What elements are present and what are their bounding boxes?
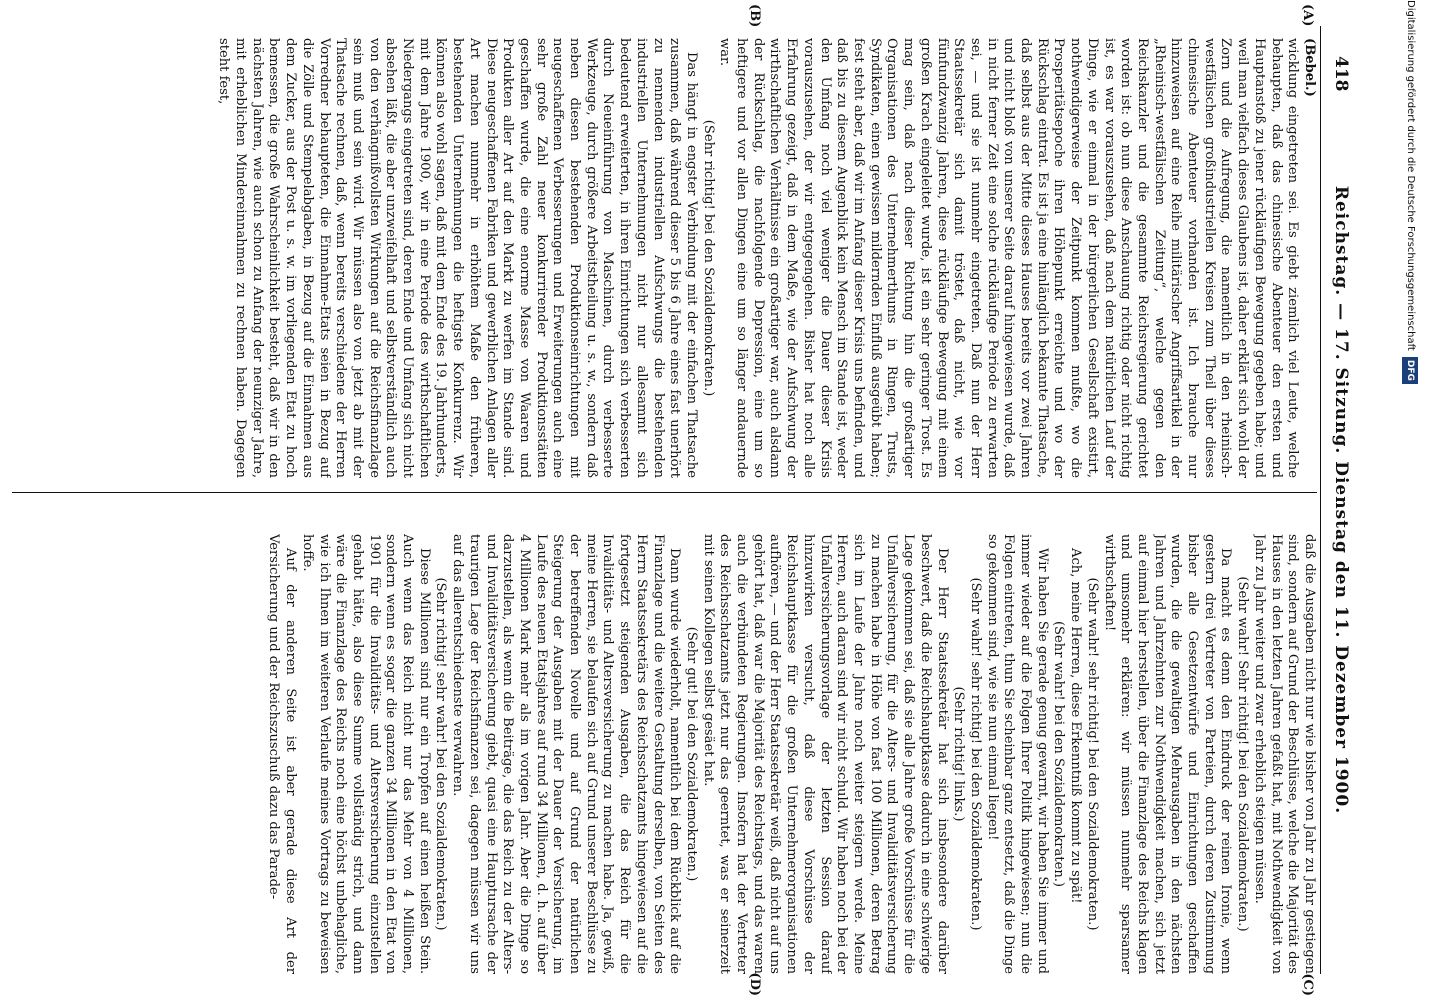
margin-marker-b: (B)	[747, 4, 762, 28]
paragraph: Wir haben Sie gerade genug gewarnt, wir haben Sie immer und immer wieder auf die Folgen Ihrer Politik hingewiesen; nun die Folgen eintreten, thun Sie scheinbar ganz entsetzt, daß die Dinge so gekommen sind, wie sie nun einmal liegen!	[984, 534, 1050, 974]
page-number: 418	[1331, 56, 1351, 92]
interjection: (Sehr richtig! links.)	[951, 686, 967, 822]
paragraph: Da macht es denn den Eindruck der reinen Ironie, wenn gestern drei Vertreter von Parteien, durch deren Zustimmung bisher alle Gesetzentwürfe und Einrichtungen geschaffen wurden, die die gewaltigen Mehrausgaben in den nächsten Jahren und Jahrzehnten zur Nothwendigkeit machen, sich jetzt auf einmal hier herstellen, über die Finanzlage des Reichs klagen und umsomehr erklären: wir müssen nunmehr sparsamer wirthschaften!	[1101, 534, 1234, 974]
column-divider	[12, 492, 1317, 493]
right-column	[12, 534, 1317, 974]
dfg-logo: DFG	[1402, 357, 1418, 384]
paragraph: Ach, meine Herren, diese Erkenntniß kommt zu spät!	[1068, 548, 1084, 904]
interjection: (Sehr wahr! Sehr richtig! bei den Sozialdemokraten.)	[1235, 576, 1251, 932]
interjection: (Sehr gut! bei den Sozialdemokraten.)	[683, 626, 699, 882]
margin-marker-d: (D)	[747, 972, 762, 996]
paragraph: Der Herr Staatssekretär hat sich insbesondere darüber beschwert, daß die Reichshauptkasse dadurch in eine schwierige Lage gekommen sei, daß sie alle Jahre große Vorschüsse für die Unfallversicherung, für die Alters- und Invaliditätsversicherung zu machen habe in Höhe von fast 100 Millionen, deren Betrag sich im Laufe der Jahre noch weiter steigern werde. Meine Herren, auch daran sind wir nicht schuld. Wir haben noch bei der Unfallversicherungsvorlage der letzten Session darauf hinzuwirken versucht, daß diese Vorschüsse der Reichshauptkasse für die großen Unternehmerorganisationen aufhören, — und der Herr Staatssekretär weiß, daß nicht auf uns gehört hat, daß war die Majorität des Reichstags, und das waren auch die verbündeten Regierungen. Insofern hat der Vertreter des Reichsschatzamts jetzt nur das geerntet, was er seinerzeit mit seinen Kollegen selbst gesäet hat.	[700, 534, 950, 974]
credit-text: Digitalisierung gefördert durch die Deutsche Forschungsgemeinschaft	[1405, 0, 1416, 351]
left-column	[12, 38, 1317, 478]
speaker-label: (Bebel.)	[1302, 38, 1317, 97]
interjection: (Sehr wahr! sehr richtig! bei den Sozialdemokraten.)	[967, 577, 983, 931]
paragraph: Dann wurde wiederholt, namentlich bei dem Rückblick auf die Finanzlage und die weitere Gestaltung derselben, von Seiten des Herrn Staatssekretärs des Reichsschatzamts hingewiesen auf die fortgesetzt steigenden Ausgaben, die das Reich für die Invaliditäts- und Altersversicherung zu machen habe. Ja, gewiß, meine Herren, sie belaufen sich auf Grund unserer Beschlüsse zu der betreffenden Novelle und auf Grund der natürlichen Steigerung der Ausgaben mit der Dauer der Versicherung, im Laufe des neuen Etatsjahres auf rund 34 Millionen, d. h. auf über 4 Millionen Mark mehr als im vorigen Jahr. Aber die Dinge so darzustellen, als wenn die Beiträge, die das Reich zu der Alters- und Invaliditätsversicherung giebt, quasi eine Hauptursache der traurigen Lage der Reichsfinanzen sei, dagegen müssen wir uns auf das allerentschiedenste verwahren.	[450, 534, 683, 974]
page-header	[1320, 26, 1361, 974]
margin-marker-c: (C)	[1300, 973, 1315, 996]
paragraph: Das hängt in engster Verbindung mit der einfachen Thatsache zusammen, daß während dieser 5 bis 6 Jahre eines fast unerhört zu nennenden industriellen Aufschwungs die bestehenden industriellen Unternehmungen nicht nur allesammt sich bedeutend erweiterten, in ihren Einrichtungen sich verbesserten durch Neueinführung von Maschinen, durch verbesserte Werkzeuge, durch größere Arbeitstheilung u. s. w., sondern daß neben diesen bestehenden Produktionseinrichtungen mit neugeschaffenen Verbesserungen und Erweiterungen auch eine sehr große Zahl neuer konkurrirender Produktionsstätten geschaffen wurde, die eine enorme Masse von Waaren und Produkten aller Art auf den Markt zu werfen im Stande sind. Diese neugeschaffenen Fabriken und gewerblichen Anlagen aller Art machen nunmehr in erhöhtem Maße den früheren, bestehenden Unternehmungen die heftigste Konkurrenz. Wir können also wohl sagen, daß mit dem Ende des 19. Jahrhunderts, mit dem Jahre 1900, wir in eine Periode des wirthschaftlichen Niedergangs eingetreten sind, deren Ende und Umfang sich nicht absehen läßt, die aber unzweifelhaft und selbstverständlich auch von den verhängnißvollsten Wirkungen auf die Reichsfinanzlage sein muß und sein wird. Wir müssen also von jetzt ab mit der Thatsache rechnen, daß, wenn bereits verschiedene der Herren Vorredner behaupteten, die Einnahme-Etats seien in Bezug auf die Zölle und Stempelabgaben, in Bezug auf die Einnahmen aus dem Zucker, aus der Post u. s. w. im vorliegenden Etat zu hoch bemessen, die große Wahrscheinlichkeit besteht, daß wir in den nächsten Jahren, wie auch schon zu Anfang der neunziger Jahre, mit erheblichen Mindereinnahmen zu rechnen haben. Dagegen steht fest,	[216, 38, 699, 478]
digitization-credit	[1402, 0, 1418, 1000]
paragraph: Auf der anderen Seite ist aber gerade diese Art der Versicherung und der Reichszuschuß dazu das Parade-	[266, 534, 299, 974]
paragraph: wicklung eingetreten sei. Es giebt ziemlich viel Leute, welche behaupten, daß das chinesische Abenteuer den ersten und Hauptanstoß zu jener rückläufigen Bewegung gegeben habe; und weil man vielfach dieses Glaubens ist, daher erklärt sich wohl der Zorn und die Aufregung, die namentlich in den rheinisch-westfälischen großindustriellen Kreisen zum Theil über dieses chinesische Abenteuer vorhanden ist. Ich brauche nur hinzuweisen auf eine Reihe militärischer Angriffsartikel in der „Rheinisch-westfälischen Zeitung“, welche gegen den Reichskanzler und die gesammte Reichsregierung gerichtet worden ist: ob nun diese Anschauung richtig oder nicht richtig ist, es war vorauszusehen, daß nach dem natürlichen Lauf der Dinge, wie er einmal in der bürgerlichen Gesellschaft existirt, nothwendigerweise der Zeitpunkt kommen mußte, wo die Prosperitätsepoche ihren Höhepunkt erreichte und wo der Rückschlag eintrat. Es ist ja eine hinlänglich bekannte Thatsache, daß selbst aus der Mitte dieses Hauses bereits vor zwei Jahren und nicht bloß von unserer Seite darauf hingewiesen wurde, daß in nicht ferner Zeit eine solche rückläufige Periode zu erwarten sei, — und sie ist nunmehr eingetreten. Daß nun der Herr Staatssekretär sich damit tröstet, daß nicht, wie vor fünfundzwanzig Jahren, diese rückläufige Bewegung mit einem großen Krach eingeleitet wurde, ist ein sehr geringer Trost. Es mag sein, daß nach dieser Richtung hin die großartiger Organisationen des Unternehmerthums in Ringen, Trusts, Syndikaten, einen gewissen mildernden Einfluß ausgeübt haben; fest steht aber, daß wir im Anfang dieser Krisis uns befinden, und daß bis zu diesem Augenblick kein Mensch im Stande ist, weder den Umfang noch viel weniger die Dauer dieser Krisis vorauszusehen, der wir entgegengehen. Bisher hat noch alle Erfahrung gezeigt, daß in dem Maße, wie der Aufschwung der wirthschaftlichen Verhältnisse ein großartiger war, auch alsdann der Rückschlag, die nachfolgende Depression, eine um so heftigere und vor allen Dingen eine um so länger andauernde war.	[717, 38, 1301, 478]
paragraph: Diese Millionen sind nur ein Tropfen auf einen heißen Stein. Auch wenn das Reich nicht nur das Mehr von 4 Millionen, sondern wenn es sogar die ganzen 34 Millionen in den Etat von 1901 für die Invaliditäts- und Altersversicherung einzustellen gehabt hätte, also diese Summe vollständig strich, und dann wäre die Finanzlage des Reichs noch eine höchst unbehagliche, wie ich Ihnen im weiteren Verlaufe meines Vortrags zu beweisen hoffe.	[299, 534, 432, 974]
interjection: (Sehr wahr! sehr richtig! bei den Sozialdemokraten.)	[1084, 577, 1100, 931]
text-columns	[12, 4, 1317, 996]
interjection: (Sehr richtig! bei den Sozialdemokraten.)	[700, 119, 716, 397]
margin-marker-a: (A)	[1300, 4, 1315, 27]
interjection: (Sehr richtig! sehr wahr! bei den Sozialdemokraten.)	[433, 577, 449, 931]
paragraph: daß die Ausgaben nicht nur wie bisher von Jahr zu Jahr gestiegen sind, sondern auf Grund der Beschlüsse, welche die Majorität des Hauses in den letzten Jahren gefaßt hat, mit Nothwendigkeit von Jahr zu Jahr weiter und zwar erheblich steigen müssen.	[1251, 534, 1317, 974]
interjection: (Sehr wahr! bei den Sozialdemokraten.)	[1051, 620, 1067, 888]
running-title: Reichstag. — 17. Sitzung. Dienstag den 11. Dezember 1900.	[1331, 185, 1351, 815]
